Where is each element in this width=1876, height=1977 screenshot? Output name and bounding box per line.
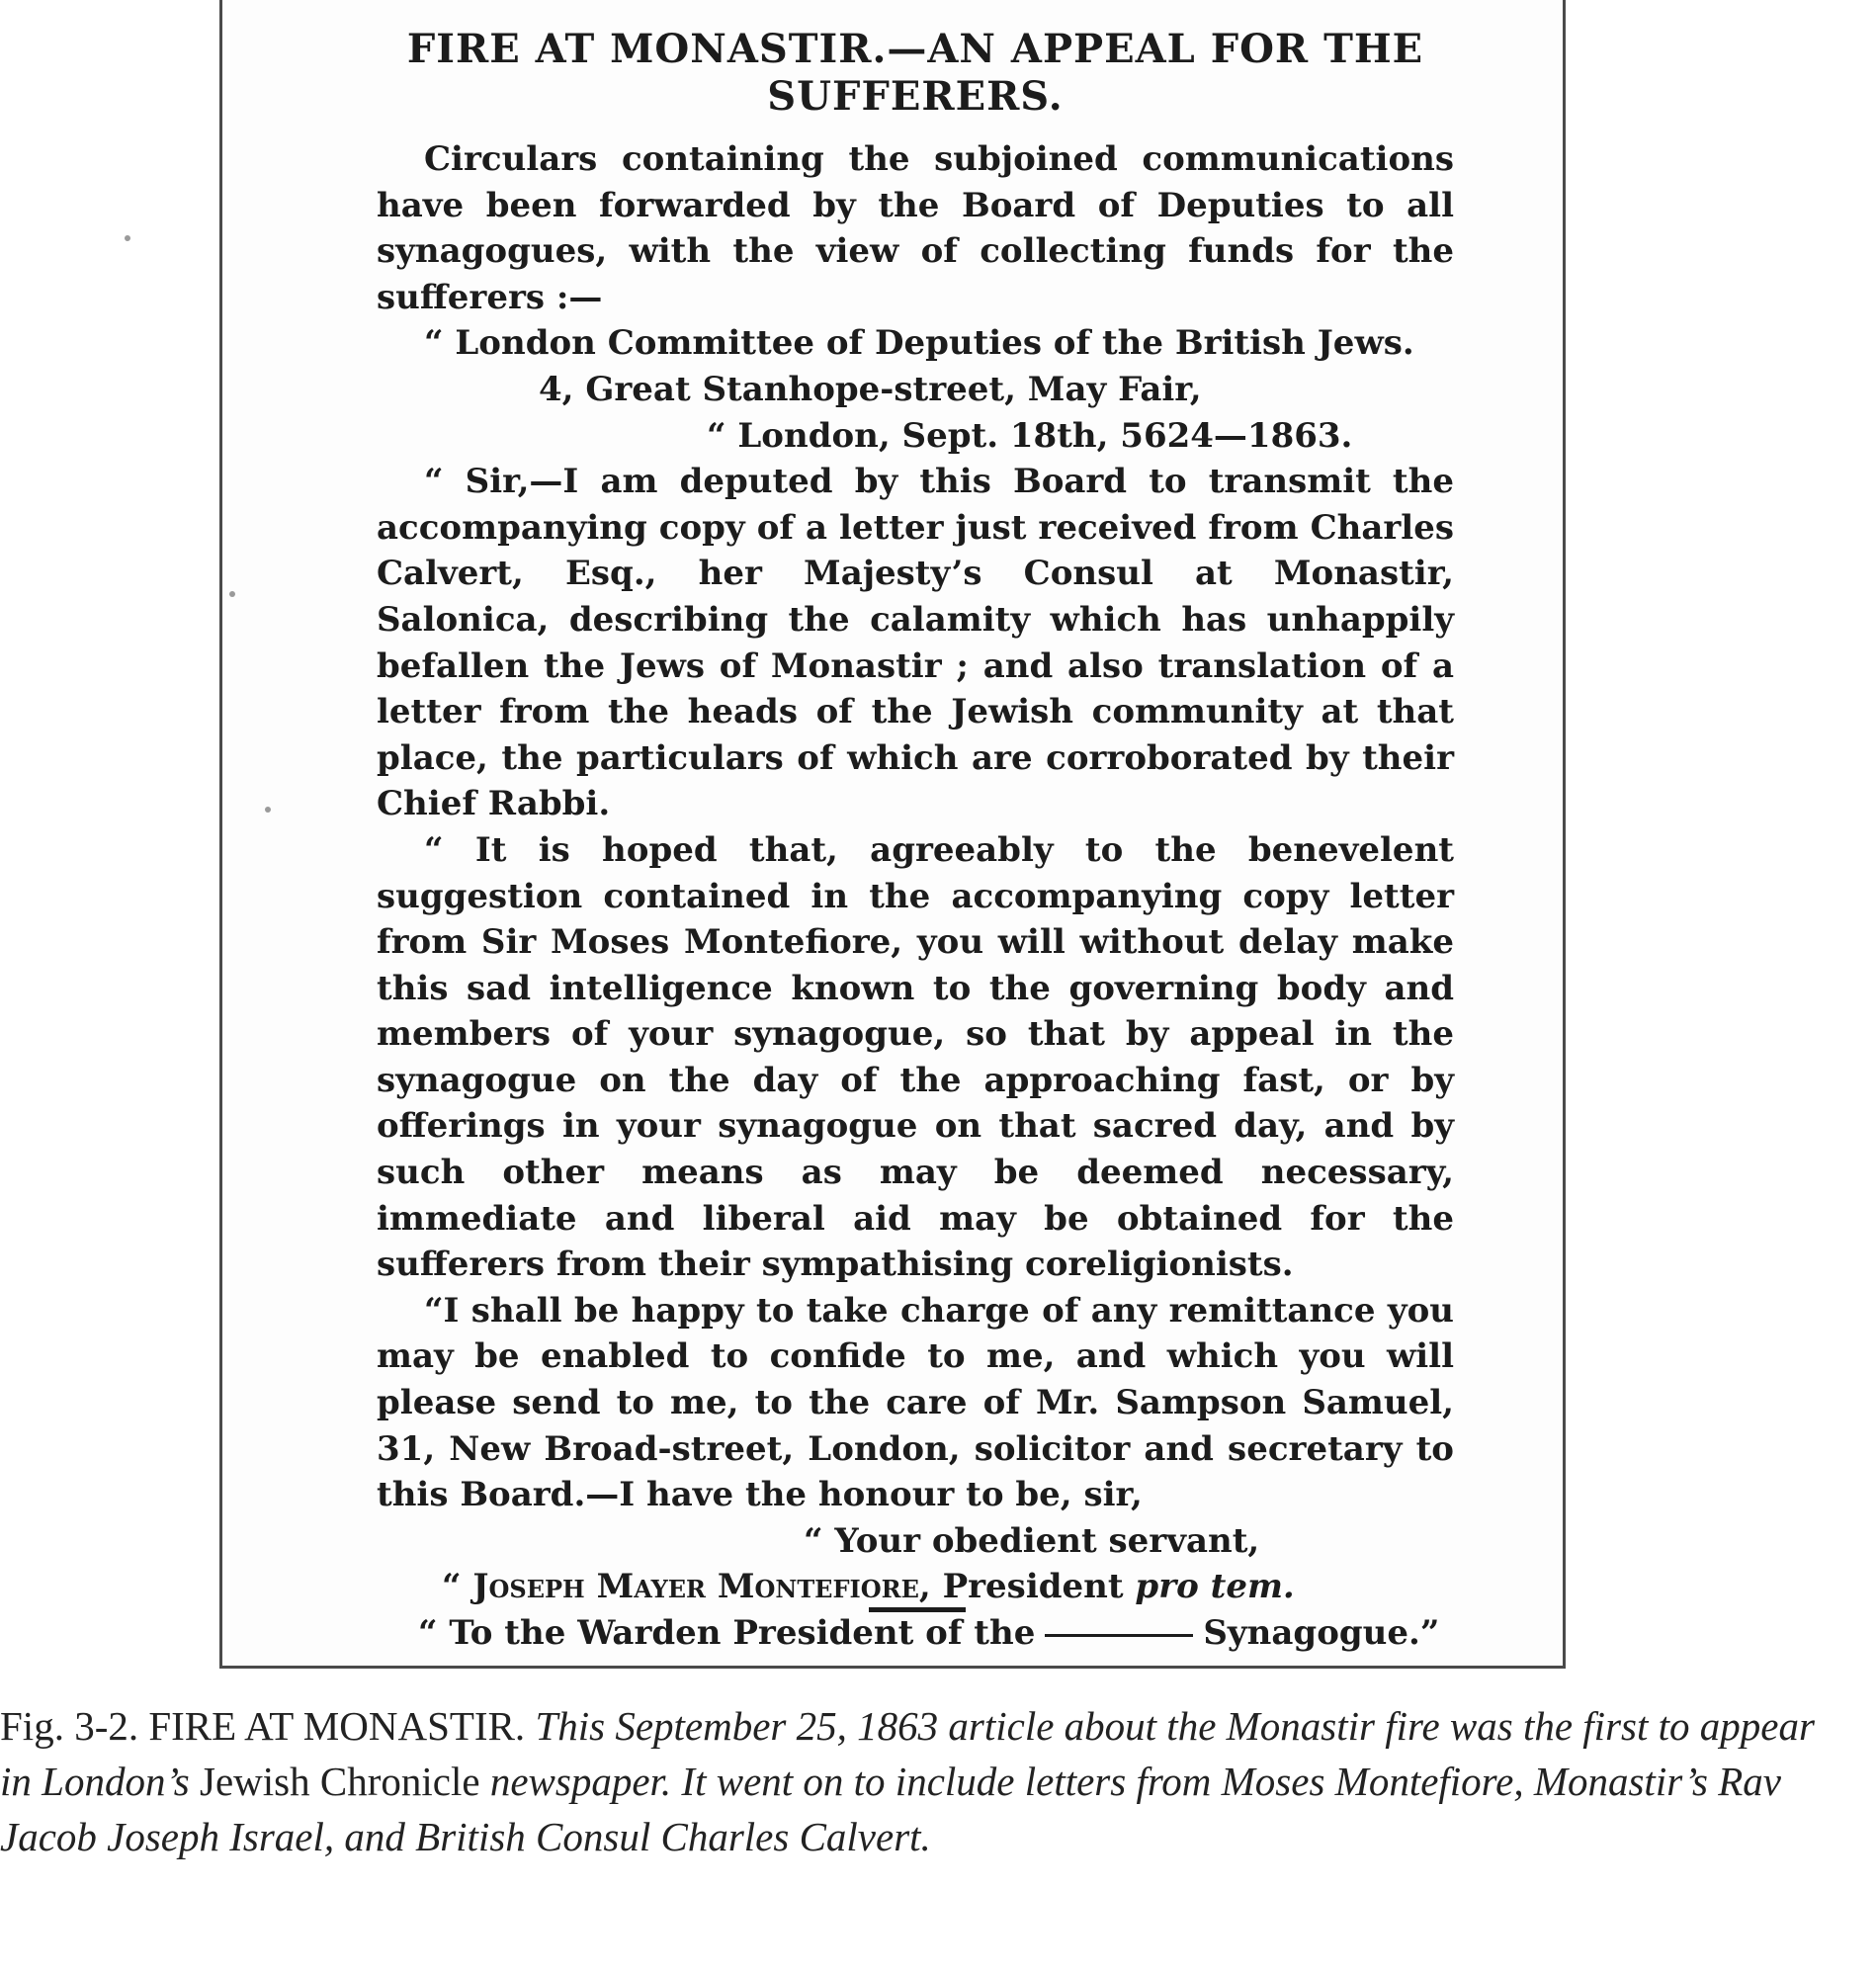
print-speck <box>125 235 130 241</box>
addressee-start: “ To the Warden President of the <box>418 1613 1036 1653</box>
intro-paragraph: Circulars containing the subjoined communications have been forwarded by the Board of Deputies to all synagogues, with the view of collecting funds for the sufferers :— <box>377 139 1454 317</box>
blank-dash <box>1045 1634 1193 1637</box>
headline-line-1: FIRE AT MONASTIR.—AN APPEAL FOR THE <box>406 26 1424 72</box>
caption-italic-2: newspaper. It went on to include letters from Moses Montefiore, Monastir’s Rav Jacob Joseph Israel, and British Consul Charles Calvert. <box>0 1759 1782 1859</box>
signature-name: “ Joseph Mayer Montefiore, <box>442 1567 931 1607</box>
article <box>377 26 1454 1657</box>
signature-title: President <box>930 1567 1136 1607</box>
caption-newspaper-name: Jewish Chronicle <box>200 1759 480 1804</box>
caption-label: Fig. 3-2. FIRE AT MONASTIR. <box>0 1703 526 1749</box>
address-line-1: “ London Committee of Deputies of the British Jews. <box>424 323 1414 364</box>
headline <box>377 26 1454 121</box>
letter-paragraph-3: “I shall be happy to take charge of any remittance you may be enabled to confide to me, and which you will please send to me, to the care of Mr. Sampson Samuel, 31, New Broad-street, London, solicitor and secretary to this Board.—I have the honour to be, sir, <box>377 1290 1454 1515</box>
figure-caption <box>0 1698 1838 1864</box>
address-line-3: “ London, Sept. 18th, 5624—1863. <box>707 415 1353 456</box>
addressee-end: Synagogue.” <box>1203 1613 1440 1653</box>
letter-paragraph-1: “ Sir,—I am deputed by this Board to transmit the accompanying copy of a letter just received from Charles Calvert, Esq., her Majesty’s Consul at Monastir, Salonica, describing the calamity which has unhappily befallen the Jews of Monastir ; and also translation of a letter from the heads of the Jewish community at that place, the particulars of which are corroborated by their Chief Rabbi. <box>377 462 1454 824</box>
letter-paragraph-2: “ It is hoped that, agreeably to the benevelent suggestion contained in the accompanying copy letter from Sir Moses Montefiore, you will without delay make this sad intelligence known to the governing body and members of your synagogue, so that by appeal in the synagogue on the day of the approaching fast, or by offerings in your synagogue on that sacred day, and by such other means as may be deemed necessary, immediate and liberal aid may be obtained for the sufferers from their sympathising coreligionists. <box>377 829 1454 1285</box>
headline-line-2: SUFFERERS. <box>767 73 1064 120</box>
end-rule <box>869 1607 966 1612</box>
addressee-line <box>377 1610 1454 1657</box>
signature-pro-tem: pro tem. <box>1135 1567 1295 1607</box>
print-speck <box>265 807 271 813</box>
print-speck <box>229 591 235 597</box>
signature-line <box>377 1564 1454 1610</box>
address-line-2: 4, Great Stanhope-street, May Fair, <box>539 369 1202 409</box>
caption-italic-1: This September 25, 1863 article about the Monastir fire was the first to appear in London’s <box>0 1703 1815 1804</box>
closing-line: “ Your obedient servant, <box>804 1520 1260 1561</box>
newspaper-clipping <box>219 0 1566 1669</box>
